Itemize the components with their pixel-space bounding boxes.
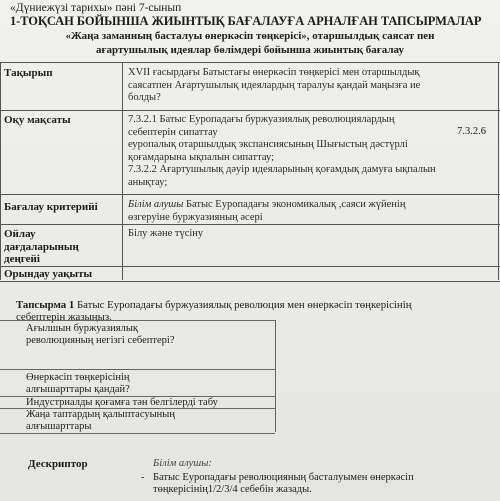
descriptor-subtitle: Білім алушы:: [153, 458, 212, 469]
task-label: Тапсырма 1: [16, 299, 75, 311]
row-label: Оқу мақсаты: [4, 114, 71, 126]
task-text: Батыс Еуропадағы буржуазиялық революция мен өнеркәсіп төңкерісінің: [74, 299, 412, 311]
item-text: Ағылшын буржуазиялық революцияның негізгі себептері?: [26, 323, 175, 346]
descriptor-label: Дескриптор: [28, 458, 88, 470]
row-label: Бағалау критерийі: [4, 201, 98, 213]
content-line: қоғамдарына ықпалын сипаттау;: [128, 151, 274, 163]
list-item: [0, 408, 275, 434]
content-italic: Білім алушы: [128, 199, 184, 210]
item-text: Өнеркәсіп төңкерісінің алғышарттары қандай?: [26, 372, 130, 395]
table-row: [0, 110, 500, 195]
task-table-right-border: [275, 320, 276, 432]
item-text: Жаңа таптардың қалыптасуының алғышарттары: [26, 409, 175, 432]
row-content: Білу және түсіну: [128, 228, 204, 239]
table-row: [0, 62, 500, 111]
subject-line: «Дүниежүзі тарихы» пәні 7-сынып: [10, 2, 182, 14]
task-line: себептерін жазыңыз.: [16, 311, 112, 323]
page-title: 1-ТОҚСАН БОЙЫНША ЖИЫНТЫҚ БАҒАЛАУҒА АРНАЛҒАН ТАПСЫРМАЛАР: [10, 14, 482, 28]
content-line: себептерін сипаттау: [128, 126, 218, 138]
table-row: [0, 224, 500, 267]
task-line: [16, 299, 496, 311]
row-content: [128, 199, 493, 224]
content-line: [128, 199, 493, 212]
list-item: [0, 320, 275, 357]
content-line: еуропалық отаршылдық экспансиясының Шығыстың дәстүрлі: [128, 139, 408, 150]
bullet-dash: -: [141, 472, 145, 483]
content-line: саясатпен Ағартушылық идеялардың таралуы қандай маңызға ие: [128, 79, 421, 91]
label-line: дағдаларының: [4, 240, 79, 253]
item-text: Индустриалды қоғамға тән белгілерді табу: [26, 397, 218, 408]
row-label: Тақырып: [4, 67, 53, 79]
label-line: деңгейі: [4, 253, 40, 265]
row-content: [128, 114, 493, 189]
table-row: [0, 266, 500, 282]
row-label: Орындау уақыты: [4, 268, 93, 280]
topic-line-2: ағартушылық идеялар бөлімдері бойынша жиынтық бағалау: [96, 44, 404, 56]
list-item: [0, 369, 275, 397]
content-line: болды?: [128, 92, 161, 103]
label-line: Ойлау: [4, 228, 36, 240]
topic-line-1: «Жаңа заманның басталуы өнеркәсіп төңкерісі», отаршылдық саясат пен: [65, 30, 435, 42]
row-label: [4, 228, 79, 266]
bullet-text: Батыс Еуропадағы революцияның басталуымен өнеркәсіп төңкерісінің1/2/3/4 себебін жазады.: [153, 472, 414, 495]
objective-code: 7.3.2.6: [457, 126, 486, 137]
content-line: XVII ғасырдағы Батыстағы өнеркәсіп төңкерісі мен отаршылдық: [128, 67, 420, 78]
content-line: анықтау;: [128, 176, 168, 188]
content-line: өзгеруіне буржуазияның әсері: [128, 211, 263, 223]
topic-heading: [0, 29, 500, 57]
content-line: 7.3.2.2 Ағартушылық дәуір идеяларының қоғамдық дамуға ықпалын: [128, 164, 436, 175]
table-row: [0, 194, 500, 225]
row-content: [128, 67, 493, 105]
content-line: 7.3.2.1 Батыс Еуропадағы буржуазиялық революциялардың: [128, 114, 395, 125]
descriptor-bullet: [141, 472, 493, 495]
content-text: Батыс Еуропадағы экономикалық ,саяси жүйенің: [185, 199, 406, 210]
